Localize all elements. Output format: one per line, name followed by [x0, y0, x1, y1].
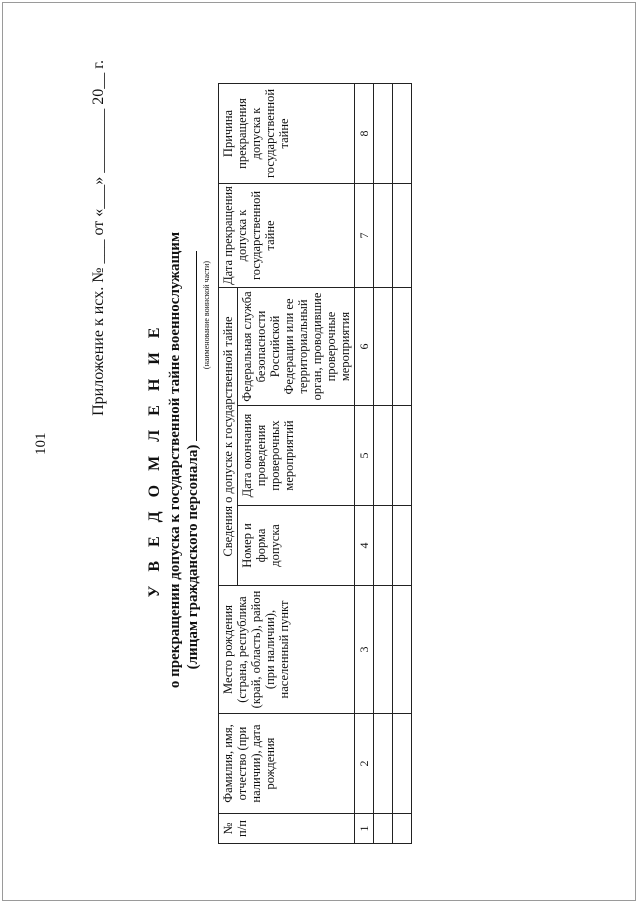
header-fsb: Федеральная служба безопасности Российской Федерации или ее территориальный орган, проводившие проверочные мероприятия [238, 287, 355, 405]
subtitle-line-2 [184, 60, 202, 860]
table-cell[interactable] [393, 406, 412, 506]
table-cell[interactable] [393, 814, 412, 844]
header-name: Фамилия, имя, отчество (при наличии), дата рождения [219, 714, 355, 814]
document-title: У В Е Д О М Л Е Н И Е [146, 322, 163, 598]
unit-fill-line [184, 251, 197, 441]
column-number-row [355, 83, 374, 843]
table-cell[interactable] [374, 183, 393, 287]
table-cell[interactable] [393, 83, 412, 183]
table-cell[interactable] [374, 714, 393, 814]
header-num: № п/п [219, 814, 355, 844]
header-check-end: Дата окончания проведения проверочных мероприятий [238, 406, 355, 506]
unit-caption: (наименование воинской части) [202, 260, 211, 370]
header-reason: Причина прекращения допуска к государственной тайне [219, 83, 355, 183]
header-birthplace: Место рождения (страна, республика (край, область), район (при наличии), населенный пункт [219, 586, 355, 714]
table-cell[interactable] [374, 814, 393, 844]
table-cell[interactable] [393, 586, 412, 714]
table-row [374, 83, 393, 843]
column-number: 2 [355, 714, 374, 814]
header-termination-date: Дата прекращения допуска к государственной тайне [219, 183, 355, 287]
column-number: 5 [355, 406, 374, 506]
column-number: 3 [355, 586, 374, 714]
notification-table [218, 83, 412, 844]
table-cell[interactable] [374, 506, 393, 586]
page-number: 101 [33, 432, 49, 455]
header-number-form: Номер и форма допуска [238, 506, 355, 586]
column-number: 4 [355, 506, 374, 586]
column-number: 6 [355, 287, 374, 405]
table-cell[interactable] [393, 287, 412, 405]
table-cell[interactable] [393, 714, 412, 814]
rotated-form [90, 60, 410, 860]
column-number: 8 [355, 83, 374, 183]
table-cell[interactable] [374, 406, 393, 506]
table-cell[interactable] [374, 287, 393, 405]
table-row [393, 83, 412, 843]
column-number: 1 [355, 814, 374, 844]
document-subtitle [166, 60, 202, 860]
table-cell[interactable] [374, 586, 393, 714]
subtitle-line-1: о прекращении допуска к государственной тайне военнослужащим [167, 231, 183, 689]
header-clearance-group: Сведения о допуске к государственной тайне [219, 287, 238, 585]
column-number: 7 [355, 183, 374, 287]
table-cell[interactable] [393, 506, 412, 586]
header-row-1 [219, 83, 238, 843]
table-cell[interactable] [393, 183, 412, 287]
appendix-reference: Приложение к исх. № ___ от «___» ________ 20__ г. [90, 60, 107, 416]
table-cell[interactable] [374, 83, 393, 183]
subtitle-line-2-text: (лицам гражданского персонала) [185, 444, 201, 670]
